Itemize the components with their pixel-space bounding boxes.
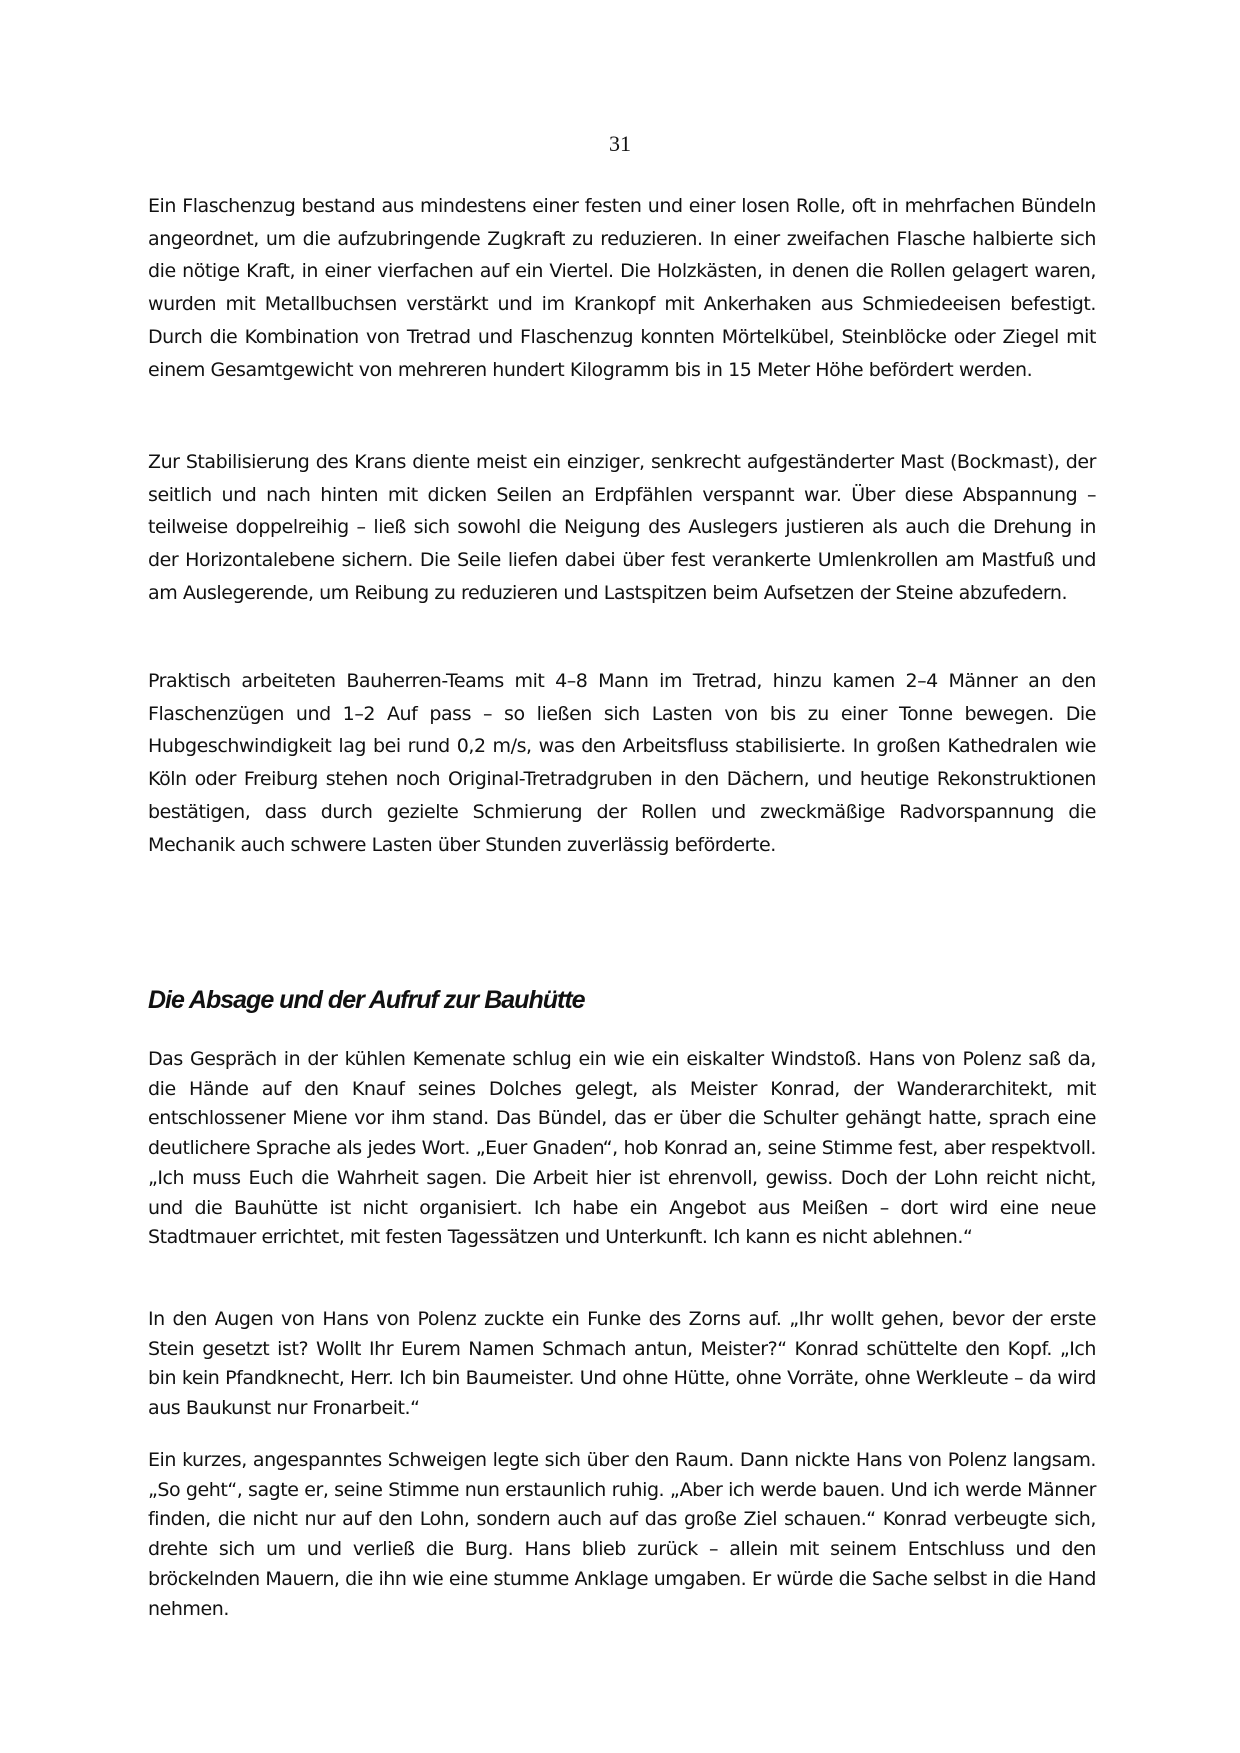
paragraph-flaschenzug: Ein Flaschenzug bestand aus mindestens einer festen und einer losen Rolle, oft in mehrfachen Bündeln angeordnet, um die aufzubringende Zugkraft zu reduzieren. In einer zweifachen Flasche halbierte sich die nötige Kraft, in einer vierfachen auf ein Viertel. Die Holzkästen, in denen die Rollen gelagert waren, wurden mit Metallbuchsen verstärkt und im Krankopf mit Ankerhaken aus Schmiedeeisen befestigt. Durch die Kombination von Tretrad und Flaschenzug konnten Mörtelkübel, Steinblöcke oder Ziegel mit einem Gesamtgewicht von mehreren hundert Kilogramm bis in 15 Meter Höhe befördert werden. <box>148 195 1096 381</box>
paragraph-gespraech: Das Gespräch in der kühlen Kemenate schlug ein wie ein eiskalter Windstoß. Hans von Polenz saß da, die Hände auf den Knauf seines Dolches gelegt, als Meister Konrad, der Wanderarchitekt, mit entschlossener Miene vor ihm stand. Das Bündel, das er über die Schulter gehängt hatte, sprach eine deutlichere Sprache als jedes Wort. „Euer Gnaden“, hob Konrad an, seine Stimme fest, aber respektvoll. „Ich muss Euch die Wahrheit sagen. Die Arbeit hier ist ehrenvoll, gewiss. Doch der Lohn reicht nicht, und die Bauhütte ist nicht organisiert. Ich habe ein Angebot aus Meißen – dort wird eine neue Stadtmauer errichtet, mit festen Tagessätzen und Unterkunft. Ich kann es nicht ablehnen.“ <box>148 1048 1096 1249</box>
paragraph-praxis: Praktisch arbeiteten Bauherren-Teams mit 4–8 Mann im Tretrad, hinzu kamen 2–4 Männer an den Flaschenzügen und 1–2 Auf pass – so ließen sich Lasten von bis zu einer Tonne bewegen. Die Hubgeschwindigkeit lag bei rund 0,2 m/s, was den Arbeitsfluss stabilisierte. In großen Kathedralen wie Köln oder Freiburg stehen noch Original-Tretradgruben in den Dächern, und heutige Rekonstruktionen bestätigen, dass durch gezielte Schmierung der Rollen und zweckmäßige Radvorspannung die Mechanik auch schwere Lasten über Stunden zuverlässig beförderte. <box>148 670 1096 856</box>
section-heading: Die Absage und der Aufruf zur Bauhütte <box>148 986 585 1014</box>
paragraph-zorn: In den Augen von Hans von Polenz zuckte ein Funke des Zorns auf. „Ihr wollt gehen, bevor der erste Stein gesetzt ist? Wollt Ihr Eurem Namen Schmach antun, Meister?“ Konrad schüttelte den Kopf. „Ich bin kein Pfandknecht, Herr. Ich bin Baumeister. Und ohne Hütte, ohne Vorräte, ohne Werkleute – da wird aus Baukunst nur Fronarbeit.“ <box>148 1308 1096 1420</box>
paragraph-stabilisierung: Zur Stabilisierung des Krans diente meist ein einziger, senkrecht aufgeständerter Mast (Bockmast), der seitlich und nach hinten mit dicken Seilen an Erdpfählen verspannt war. Über diese Abspannung – teilweise doppelreihig – ließ sich sowohl die Neigung des Auslegers justieren als auch die Drehung in der Horizontalebene sichern. Die Seile liefen dabei über fest verankerte Umlenkrollen am Mastfuß und am Auslegerende, um Reibung zu reduzieren und Lastspitzen beim Aufsetzen der Steine abzufedern. <box>148 451 1096 604</box>
paragraph-schweigen: Ein kurzes, angespanntes Schweigen legte sich über den Raum. Dann nickte Hans von Polenz langsam. „So geht“, sagte er, seine Stimme nun erstaunlich ruhig. „Aber ich werde bauen. Und ich werde Männer finden, die nicht nur auf den Lohn, sondern auch auf das große Ziel schauen.“ Konrad verbeugte sich, drehte sich um und verließ die Burg. Hans blieb zurück – allein mit seinem Entschluss und den bröckelnden Mauern, die ihn wie eine stumme Anklage umgaben. Er würde die Sache selbst in die Hand nehmen. <box>148 1449 1096 1620</box>
page-number: 31 <box>609 131 631 156</box>
